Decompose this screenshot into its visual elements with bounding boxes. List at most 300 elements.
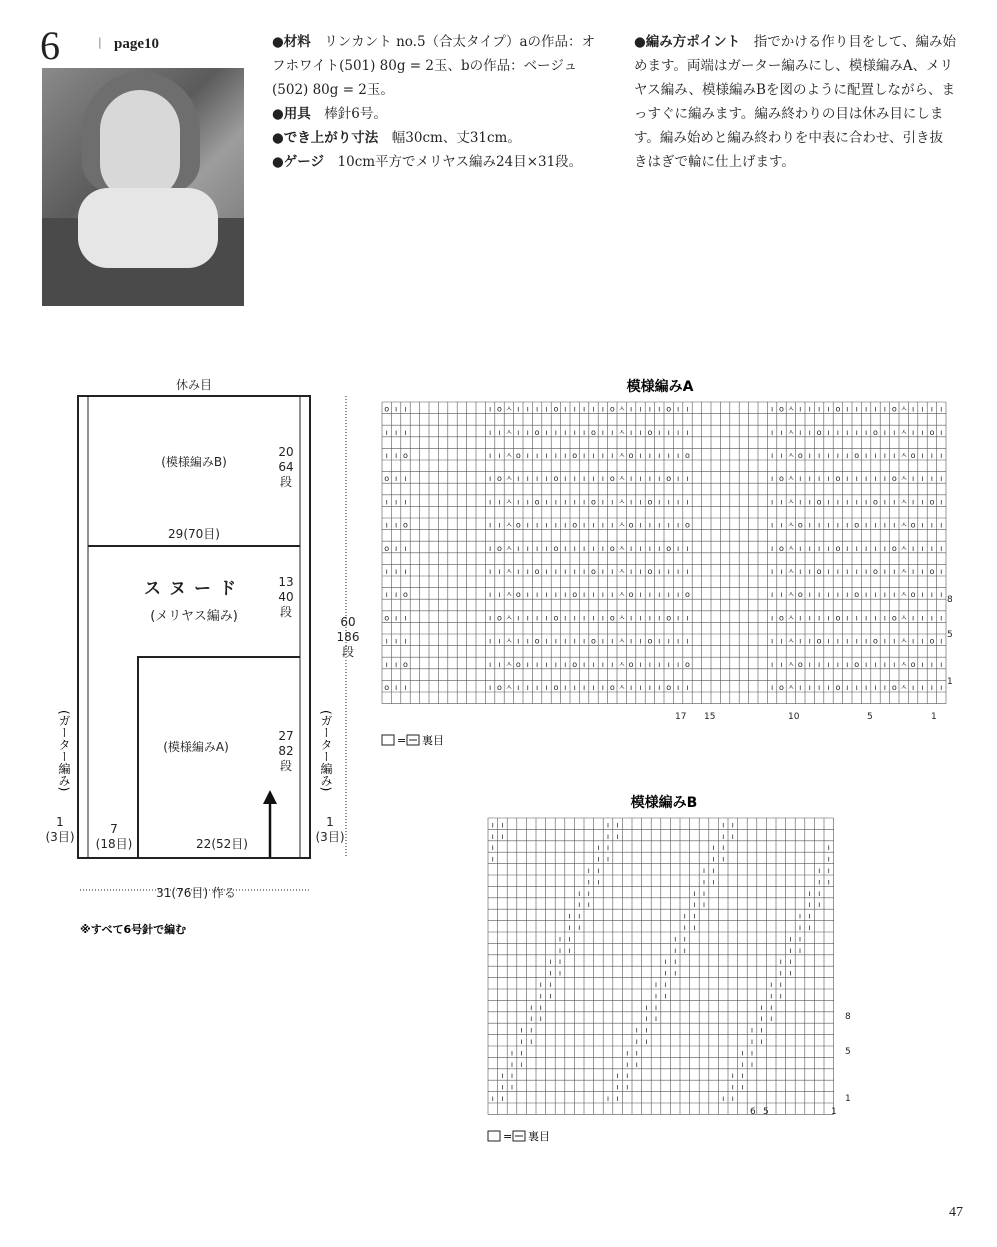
svg-text:ㅅ: ㅅ bbox=[505, 567, 513, 576]
svg-text:ı: ı bbox=[558, 957, 562, 967]
svg-text:ı: ı bbox=[921, 543, 924, 553]
svg-text:1: 1 bbox=[56, 815, 64, 829]
svg-text:ı: ı bbox=[893, 659, 896, 669]
svg-text:ı: ı bbox=[639, 683, 642, 692]
svg-text:ı: ı bbox=[712, 866, 715, 875]
svg-text:o: o bbox=[534, 636, 540, 646]
svg-text:ㅅ: ㅅ bbox=[617, 543, 626, 553]
svg-text:ı: ı bbox=[385, 520, 388, 530]
svg-text:o: o bbox=[534, 567, 540, 576]
svg-text:o: o bbox=[553, 474, 559, 484]
svg-text:ı: ı bbox=[501, 1071, 504, 1081]
snood-title: スヌード bbox=[144, 579, 244, 599]
svg-text:ı: ı bbox=[940, 683, 943, 692]
svg-text:ㅅ: ㅅ bbox=[617, 636, 626, 646]
svg-text:ı: ı bbox=[911, 613, 915, 623]
svg-text:ı: ı bbox=[911, 404, 915, 414]
svg-text:ı: ı bbox=[874, 451, 877, 460]
svg-text:ı: ı bbox=[639, 404, 642, 414]
svg-text:ı: ı bbox=[940, 543, 943, 553]
svg-text:5: 5 bbox=[947, 630, 953, 640]
svg-text:o: o bbox=[854, 451, 860, 460]
svg-text:ı: ı bbox=[855, 543, 858, 553]
svg-text:ı: ı bbox=[564, 567, 567, 576]
svg-text:ㅅ: ㅅ bbox=[617, 520, 626, 530]
svg-text:ı: ı bbox=[654, 991, 658, 1001]
svg-text:ı: ı bbox=[582, 613, 586, 623]
svg-text:13: 13 bbox=[278, 575, 294, 589]
svg-text:ı: ı bbox=[808, 590, 811, 600]
svg-text:ı: ı bbox=[674, 957, 677, 967]
svg-text:ı: ı bbox=[883, 404, 887, 414]
svg-text:ı: ı bbox=[517, 613, 520, 623]
svg-text:ı: ı bbox=[930, 659, 934, 669]
svg-text:o: o bbox=[403, 590, 408, 600]
svg-text:ㅅ: ㅅ bbox=[617, 613, 626, 623]
svg-text:ı: ı bbox=[676, 474, 680, 484]
svg-text:ı: ı bbox=[827, 866, 830, 875]
svg-text:ı: ı bbox=[573, 636, 576, 646]
svg-text:ı: ı bbox=[780, 590, 783, 600]
page-reference: page10 bbox=[114, 36, 159, 52]
svg-text:ı: ı bbox=[921, 659, 924, 669]
svg-text:20: 20 bbox=[278, 445, 294, 459]
svg-text:o: o bbox=[403, 451, 408, 460]
svg-text:ı: ı bbox=[498, 497, 501, 507]
svg-text:o: o bbox=[497, 683, 502, 692]
svg-text:o: o bbox=[553, 613, 559, 623]
svg-text:ı: ı bbox=[404, 567, 407, 576]
svg-text:ㅅ: ㅅ bbox=[505, 497, 513, 507]
svg-text:ı: ı bbox=[639, 497, 642, 507]
svg-text:ı: ı bbox=[864, 497, 868, 507]
svg-text:ı: ı bbox=[770, 520, 774, 530]
svg-text:ı: ı bbox=[385, 567, 388, 576]
svg-text:o: o bbox=[553, 543, 559, 553]
svg-text:ㅅ: ㅅ bbox=[899, 520, 908, 530]
svg-text:ı: ı bbox=[394, 474, 398, 484]
svg-text:o: o bbox=[553, 683, 559, 692]
svg-text:ı: ı bbox=[750, 1059, 754, 1069]
svg-text:o: o bbox=[572, 451, 578, 460]
svg-text:ı: ı bbox=[722, 831, 725, 841]
svg-text:ı: ı bbox=[911, 497, 915, 507]
svg-text:ı: ı bbox=[517, 543, 520, 553]
svg-text:ı: ı bbox=[510, 1059, 514, 1069]
svg-text:ı: ı bbox=[864, 451, 868, 460]
svg-text:ı: ı bbox=[836, 427, 840, 437]
svg-text:o: o bbox=[515, 590, 521, 600]
svg-text:ı: ı bbox=[592, 474, 595, 484]
svg-text:ı: ı bbox=[535, 404, 539, 414]
svg-text:ı: ı bbox=[667, 497, 670, 507]
svg-text:ı: ı bbox=[798, 934, 802, 944]
svg-text:o: o bbox=[873, 567, 878, 576]
svg-text:1: 1 bbox=[845, 1094, 851, 1104]
svg-text:ı: ı bbox=[921, 474, 924, 484]
svg-text:ı: ı bbox=[827, 404, 830, 414]
svg-text:o: o bbox=[403, 520, 408, 530]
svg-text:ı: ı bbox=[658, 474, 661, 484]
svg-text:ı: ı bbox=[846, 427, 849, 437]
svg-text:ı: ı bbox=[385, 659, 388, 669]
svg-text:ı: ı bbox=[808, 659, 811, 669]
svg-text:ı: ı bbox=[648, 659, 652, 669]
svg-text:ı: ı bbox=[798, 911, 802, 921]
svg-text:ı: ı bbox=[582, 497, 586, 507]
svg-text:o: o bbox=[891, 404, 897, 414]
svg-text:ı: ı bbox=[573, 567, 576, 576]
svg-text:ı: ı bbox=[611, 590, 614, 600]
svg-text:ı: ı bbox=[558, 934, 562, 944]
tools-line: ●用具 棒針6号。 bbox=[272, 106, 387, 122]
svg-text:o: o bbox=[666, 404, 672, 414]
svg-text:ı: ı bbox=[808, 888, 811, 898]
svg-text:o: o bbox=[685, 520, 690, 530]
svg-text:ı: ı bbox=[667, 451, 670, 460]
svg-text:ı: ı bbox=[731, 1071, 734, 1081]
svg-text:60: 60 bbox=[340, 615, 356, 629]
svg-text:ı: ı bbox=[597, 866, 600, 875]
svg-text:ı: ı bbox=[674, 968, 677, 978]
svg-text:ı: ı bbox=[526, 451, 529, 460]
svg-text:ı: ı bbox=[808, 636, 811, 646]
svg-text:ı: ı bbox=[404, 474, 407, 484]
svg-text:ı: ı bbox=[517, 567, 520, 576]
svg-text:ㅅ: ㅅ bbox=[899, 636, 908, 646]
svg-text:o: o bbox=[779, 683, 784, 692]
materials-line: ●材料 リンカント no.5（合太タイプ）aの作品：オフホワイト(501) 80g = 2玉、bの作品：ベージュ(502) 80g = 2玉。 bbox=[272, 34, 596, 98]
svg-text:ı: ı bbox=[564, 659, 567, 669]
svg-text:27: 27 bbox=[278, 729, 294, 743]
svg-text:ı: ı bbox=[760, 1014, 763, 1024]
svg-text:o: o bbox=[609, 404, 615, 414]
svg-text:ı: ı bbox=[750, 1025, 754, 1035]
svg-text:o: o bbox=[647, 636, 653, 646]
svg-text:ı: ı bbox=[635, 1059, 638, 1069]
width-29-label: 29(70目) bbox=[168, 527, 220, 541]
svg-text:ı: ı bbox=[573, 613, 576, 623]
svg-text:ㅅ: ㅅ bbox=[617, 451, 626, 460]
svg-text:ı: ı bbox=[616, 831, 619, 841]
svg-text:ㅅ: ㅅ bbox=[617, 659, 626, 669]
svg-text:ı: ı bbox=[780, 427, 783, 437]
svg-text:ı: ı bbox=[827, 854, 830, 864]
svg-text:o: o bbox=[497, 613, 502, 623]
svg-text:ı: ı bbox=[893, 590, 896, 600]
svg-text:ı: ı bbox=[921, 590, 924, 600]
svg-text:ı: ı bbox=[883, 543, 887, 553]
svg-text:ı: ı bbox=[491, 820, 494, 830]
svg-text:ı: ı bbox=[686, 683, 689, 692]
svg-text:ı: ı bbox=[568, 945, 571, 955]
svg-text:ㅅ: ㅅ bbox=[505, 474, 513, 484]
svg-text:o: o bbox=[873, 497, 878, 507]
svg-text:o: o bbox=[609, 613, 615, 623]
svg-text:ı: ı bbox=[930, 683, 934, 692]
svg-text:ı: ı bbox=[893, 567, 896, 576]
svg-text:o: o bbox=[835, 543, 841, 553]
svg-text:ı: ı bbox=[520, 1025, 523, 1035]
svg-text:ㅅ: ㅅ bbox=[617, 497, 626, 507]
svg-text:o: o bbox=[666, 683, 672, 692]
svg-text:ı: ı bbox=[799, 636, 802, 646]
svg-text:ı: ı bbox=[404, 543, 407, 553]
chart-b-title: 模様編みB bbox=[630, 795, 698, 811]
svg-text:ı: ı bbox=[779, 968, 782, 978]
svg-text:ı: ı bbox=[606, 820, 610, 830]
svg-text:ı: ı bbox=[686, 613, 689, 623]
svg-text:ı: ı bbox=[639, 636, 642, 646]
svg-text:ı: ı bbox=[818, 888, 821, 898]
svg-text:ı: ı bbox=[846, 636, 849, 646]
svg-text:ı: ı bbox=[864, 543, 868, 553]
svg-text:o: o bbox=[873, 636, 878, 646]
svg-text:ı: ı bbox=[808, 567, 811, 576]
svg-text:ı: ı bbox=[578, 923, 581, 932]
svg-text:ı: ı bbox=[530, 1014, 533, 1024]
svg-text:ı: ı bbox=[611, 636, 614, 646]
svg-text:ı: ı bbox=[817, 683, 821, 692]
svg-text:o: o bbox=[591, 567, 596, 576]
svg-text:ㅅ: ㅅ bbox=[505, 520, 513, 530]
svg-text:ı: ı bbox=[770, 1014, 773, 1024]
svg-text:o: o bbox=[572, 590, 578, 600]
svg-text:7: 7 bbox=[110, 822, 118, 836]
svg-text:ı: ı bbox=[827, 497, 830, 507]
svg-text:ı: ı bbox=[498, 590, 501, 600]
svg-text:ı: ı bbox=[517, 427, 520, 437]
materials-block bbox=[272, 30, 602, 174]
svg-text:ı: ı bbox=[676, 497, 680, 507]
svg-text:ㅅ: ㅅ bbox=[899, 404, 908, 414]
svg-text:ı: ı bbox=[864, 474, 868, 484]
svg-text:ı: ı bbox=[658, 590, 661, 600]
svg-text:ㅅ: ㅅ bbox=[505, 590, 513, 600]
svg-text:o: o bbox=[685, 451, 690, 460]
svg-text:ı: ı bbox=[770, 543, 774, 553]
svg-text:ı: ı bbox=[526, 543, 529, 553]
svg-text:o: o bbox=[779, 613, 784, 623]
svg-text:ı: ı bbox=[827, 451, 830, 460]
svg-text:ı: ı bbox=[676, 659, 680, 669]
svg-text:ㅅ: ㅅ bbox=[899, 590, 908, 600]
svg-text:ı: ı bbox=[629, 683, 633, 692]
svg-text:ı: ı bbox=[827, 683, 830, 692]
svg-text:ı: ı bbox=[616, 1071, 619, 1081]
svg-text:ı: ı bbox=[639, 520, 642, 530]
svg-text:ı: ı bbox=[683, 911, 686, 921]
svg-text:ı: ı bbox=[658, 520, 661, 530]
svg-text:ㅅ: ㅅ bbox=[787, 543, 795, 553]
svg-text:ı: ı bbox=[404, 613, 407, 623]
svg-text:ı: ı bbox=[535, 543, 539, 553]
cast-on-label: 31(76目) 作る bbox=[156, 886, 236, 900]
svg-text:ı: ı bbox=[683, 934, 686, 944]
svg-text:1: 1 bbox=[831, 1107, 837, 1117]
svg-text:o: o bbox=[534, 497, 540, 507]
svg-text:ı: ı bbox=[520, 1037, 523, 1046]
svg-text:ı: ı bbox=[799, 543, 802, 553]
svg-text:ı: ı bbox=[564, 404, 567, 414]
svg-text:o: o bbox=[910, 520, 916, 530]
svg-text:ı: ı bbox=[674, 945, 677, 955]
svg-text:o: o bbox=[929, 636, 935, 646]
svg-text:ı: ı bbox=[488, 404, 492, 414]
svg-text:ı: ı bbox=[587, 888, 590, 898]
svg-text:ı: ı bbox=[667, 636, 670, 646]
svg-text:ı: ı bbox=[587, 866, 590, 875]
svg-text:o: o bbox=[797, 590, 803, 600]
svg-text:ı: ı bbox=[911, 683, 915, 692]
svg-text:ı: ı bbox=[385, 636, 388, 646]
svg-text:ı: ı bbox=[549, 957, 552, 967]
svg-text:ı: ı bbox=[712, 843, 715, 853]
svg-text:ı: ı bbox=[846, 404, 849, 414]
svg-text:o: o bbox=[797, 659, 803, 669]
svg-text:o: o bbox=[873, 427, 878, 437]
svg-text:o: o bbox=[666, 613, 672, 623]
svg-text:ı: ı bbox=[770, 613, 774, 623]
svg-text:ı: ı bbox=[573, 427, 576, 437]
svg-text:ı: ı bbox=[864, 590, 868, 600]
svg-text:ı: ı bbox=[385, 427, 388, 437]
svg-text:ㅅ: ㅅ bbox=[505, 659, 513, 669]
svg-text:ı: ı bbox=[741, 1071, 744, 1081]
svg-text:ㅅ: ㅅ bbox=[899, 497, 908, 507]
pattern-a-chart bbox=[370, 370, 970, 750]
svg-text:ı: ı bbox=[520, 1059, 523, 1069]
svg-text:ı: ı bbox=[770, 404, 774, 414]
svg-text:ı: ı bbox=[799, 497, 802, 507]
svg-text:ı: ı bbox=[488, 427, 492, 437]
svg-text:ı: ı bbox=[498, 520, 501, 530]
svg-text:ı: ı bbox=[592, 451, 595, 460]
svg-text:ㅅ: ㅅ bbox=[899, 543, 908, 553]
svg-text:ı: ı bbox=[683, 923, 686, 932]
svg-text:ı: ı bbox=[639, 613, 642, 623]
svg-text:ı: ı bbox=[864, 567, 868, 576]
svg-text:ı: ı bbox=[864, 683, 868, 692]
svg-text:ı: ı bbox=[549, 991, 552, 1001]
svg-text:ı: ı bbox=[404, 404, 407, 414]
svg-text:ı: ı bbox=[601, 520, 605, 530]
svg-text:ㅅ: ㅅ bbox=[787, 590, 795, 600]
svg-text:ı: ı bbox=[836, 497, 840, 507]
svg-text:ı: ı bbox=[770, 427, 774, 437]
svg-text:ı: ı bbox=[827, 474, 830, 484]
svg-text:ı: ı bbox=[930, 474, 934, 484]
svg-text:ı: ı bbox=[394, 567, 398, 576]
size-line: ●でき上がり寸法 幅30cm、丈31cm。 bbox=[272, 130, 521, 146]
svg-text:ı: ı bbox=[940, 659, 943, 669]
svg-text:ı: ı bbox=[770, 1002, 773, 1012]
svg-text:o: o bbox=[515, 451, 521, 460]
svg-text:o: o bbox=[854, 659, 860, 669]
svg-text:ı: ı bbox=[799, 683, 802, 692]
svg-text:ı: ı bbox=[808, 497, 811, 507]
svg-text:ı: ı bbox=[530, 1002, 533, 1012]
svg-text:ı: ı bbox=[582, 590, 586, 600]
svg-text:ı: ı bbox=[488, 451, 492, 460]
svg-text:ı: ı bbox=[874, 613, 877, 623]
svg-text:ı: ı bbox=[940, 636, 943, 646]
svg-text:ı: ı bbox=[940, 567, 943, 576]
svg-text:ı: ı bbox=[564, 474, 567, 484]
svg-text:ı: ı bbox=[817, 474, 821, 484]
svg-text:o: o bbox=[891, 543, 897, 553]
svg-text:ı: ı bbox=[731, 1094, 734, 1103]
svg-text:ı: ı bbox=[667, 427, 670, 437]
svg-text:ı: ı bbox=[554, 451, 558, 460]
svg-text:ı: ı bbox=[564, 636, 567, 646]
svg-text:ı: ı bbox=[491, 843, 494, 853]
svg-text:ı: ı bbox=[639, 427, 642, 437]
svg-text:1: 1 bbox=[931, 712, 937, 722]
svg-text:ı: ı bbox=[554, 590, 558, 600]
garter-left-label: (ガーター編み) bbox=[57, 710, 71, 792]
svg-text:ı: ı bbox=[779, 957, 782, 967]
svg-text:o: o bbox=[835, 613, 841, 623]
svg-text:ı: ı bbox=[545, 636, 548, 646]
svg-text:ı: ı bbox=[676, 683, 680, 692]
chart-b-legend: 裏目 bbox=[528, 1130, 550, 1143]
svg-text:o: o bbox=[534, 427, 540, 437]
svg-text:ı: ı bbox=[648, 590, 652, 600]
svg-text:ı: ı bbox=[573, 474, 576, 484]
svg-text:ı: ı bbox=[686, 567, 689, 576]
svg-text:ı: ı bbox=[385, 590, 388, 600]
svg-text:ı: ı bbox=[601, 683, 605, 692]
svg-text:o: o bbox=[929, 497, 935, 507]
svg-text:1: 1 bbox=[326, 815, 334, 829]
svg-text:ㅅ: ㅅ bbox=[787, 451, 795, 460]
svg-text:ı: ı bbox=[491, 854, 494, 864]
svg-text:ı: ı bbox=[582, 474, 586, 484]
svg-text:5: 5 bbox=[763, 1107, 769, 1117]
svg-text:ı: ı bbox=[808, 520, 811, 530]
svg-text:ı: ı bbox=[658, 497, 661, 507]
svg-text:ı: ı bbox=[545, 474, 548, 484]
svg-text:1: 1 bbox=[947, 677, 953, 687]
svg-text:ı: ı bbox=[808, 923, 811, 932]
svg-text:ı: ı bbox=[722, 843, 725, 853]
svg-text:o: o bbox=[835, 404, 841, 414]
svg-text:ㅅ: ㅅ bbox=[899, 427, 908, 437]
svg-text:ı: ı bbox=[545, 567, 548, 576]
svg-text:ı: ı bbox=[554, 567, 558, 576]
svg-text:ı: ı bbox=[582, 543, 586, 553]
svg-text:ı: ı bbox=[667, 520, 670, 530]
svg-text:o: o bbox=[779, 474, 784, 484]
svg-text:o: o bbox=[497, 474, 502, 484]
svg-text:ı: ı bbox=[686, 474, 689, 484]
svg-text:ı: ı bbox=[658, 427, 661, 437]
svg-text:ㅅ: ㅅ bbox=[787, 683, 795, 692]
svg-text:ı: ı bbox=[760, 1037, 763, 1046]
svg-text:ı: ı bbox=[526, 497, 529, 507]
svg-text:ı: ı bbox=[808, 543, 811, 553]
svg-text:ı: ı bbox=[491, 1094, 494, 1103]
svg-text:ı: ı bbox=[827, 590, 830, 600]
svg-text:ı: ı bbox=[545, 683, 548, 692]
svg-text:ı: ı bbox=[597, 843, 600, 853]
svg-text:ı: ı bbox=[883, 520, 887, 530]
svg-text:ı: ı bbox=[817, 543, 821, 553]
svg-text:ı: ı bbox=[864, 613, 868, 623]
svg-text:ı: ı bbox=[930, 451, 934, 460]
svg-text:ı: ı bbox=[639, 543, 642, 553]
